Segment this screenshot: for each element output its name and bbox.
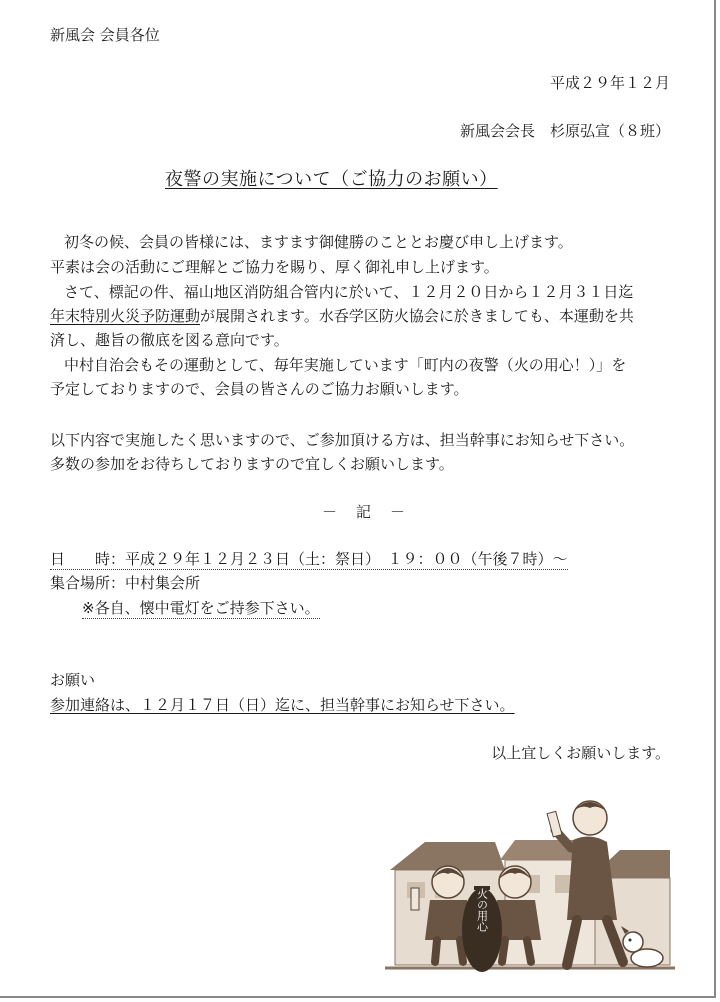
campaign-name: 年末特別火災予防運動 — [50, 307, 201, 325]
closing: 以上宜しくお願いします。 — [491, 744, 670, 762]
sender: 新風会会長 杉原弘宣（８班） — [459, 122, 670, 140]
detail-place — [50, 573, 200, 593]
body-text: が展開されます。水呑学区防火協会に於きましても、本運動を共 — [200, 307, 634, 325]
place-label: 集合場所： — [50, 574, 126, 592]
ki-heading: － 記 － — [322, 503, 408, 521]
datetime-label: 日 時： — [50, 550, 126, 568]
detail-note: ※各自、懐中電灯をご持参下さい。 — [82, 599, 320, 617]
datetime-value: 平成２９年１２月２３日（土：祭日） １９：００（午後７時）～ — [125, 550, 568, 568]
body-line: 平素は会の活動にご理解とご協力を賜り、厚く御礼申し上げます。 — [50, 258, 499, 276]
place-value: 中村集会所 — [125, 574, 201, 592]
body-line: 予定しておりますので、会員の皆さんのご協力お願いします。 — [50, 380, 469, 398]
request-heading: お願い — [50, 671, 96, 689]
body-line: さて、標記の件、福山地区消防組合管内に於いて、１２月２０日から１２月３１日迄 — [64, 283, 634, 301]
body-line: 済し、趣旨の徹底を図る意向です。 — [50, 331, 289, 349]
body-line: 中村自治会もその運動として、毎年実施しています「町内の夜警（火の用心！）」を — [64, 356, 627, 374]
body-line — [50, 306, 634, 326]
night-watch-illustration — [385, 790, 675, 985]
body-line: 多数の参加をお待ちしておりますので宜しくお願いします。 — [50, 455, 454, 473]
lantern-text: 火の用心 — [475, 888, 489, 932]
issue-date: 平成２９年１２月 — [549, 74, 670, 92]
detail-datetime — [50, 549, 568, 570]
notice-title: 夜警の実施について（ご協力のお願い） — [165, 169, 498, 190]
addressee: 新風会 会員各位 — [50, 26, 160, 44]
body-line: 初冬の候、会員の皆様には、ますます御健勝のこととお慶び申し上げます。 — [64, 233, 573, 251]
body-line: 以下内容で実施したく思いますので、ご参加頂ける方は、担当幹事にお知らせ下さい。 — [50, 431, 635, 449]
request-text: 参加連絡は、１２月１７日（日）迄に、担当幹事にお知らせ下さい。 — [50, 696, 515, 714]
